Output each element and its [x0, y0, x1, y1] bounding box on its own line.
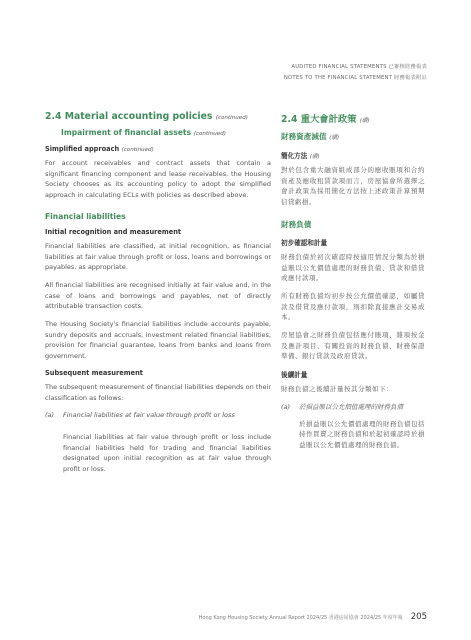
list-item-a-en	[45, 410, 271, 421]
item-paragraph-en: Financial liabilities at fair value through profit or loss include financial liabilities held for trading and financial liabilities designated upon initial recognition as at fair value through profit or loss.	[63, 432, 271, 474]
continued-label: (續)	[309, 154, 320, 160]
simplified-title-text: Simplified approach	[45, 145, 120, 153]
simplified-heading-zh	[281, 150, 425, 160]
footer-text: Hong Kong Housing Society Annual Report 2024/25 香港房屋協會 2024/25 年度年報	[198, 614, 403, 621]
continued-label: (continued)	[121, 147, 154, 153]
impairment-heading-en	[45, 128, 271, 137]
simplified-paragraph-zh: 對於包含重大融資組成部分的應收賬項和合約資產及應收租賃款項而言，房屋協會所選擇之會計政策為採用簡化方法按上述政策計算預期信貸虧損。	[281, 166, 425, 207]
subsequent-paragraph-zh: 財務負債之後續計量按其分類如下：	[281, 385, 393, 394]
item-label: (a)	[281, 402, 291, 411]
section-title-en	[45, 111, 271, 122]
liabilities-heading-en: Financial liabilities	[45, 211, 126, 221]
item-title: Financial liabilities at fair value through profit or loss	[63, 411, 235, 420]
item-label: (a)	[45, 411, 55, 420]
running-header-2: NOTES TO THE FINANCIAL STATEMENT 財務報表附註	[283, 75, 427, 81]
section-title-text: 2.4 Material accounting policies	[45, 111, 213, 122]
initial-paragraph-1-zh: 財務負債於初次確認時按適用情況分類為於損益賬以公允價值處理的財務負債、貸款和借貸或應付款項。	[281, 252, 425, 283]
running-header-1: AUDITED FINANCIAL STATEMENTS 已審核財務報表	[291, 64, 427, 70]
initial-paragraph-3-zh: 房屋協會之財務負債包括應付賬項、雜項按金及應計項目、有關投資的財務負債、財務保證準備、銀行貸款及政府貸款。	[281, 331, 425, 361]
subsequent-heading-en: Subsequent measurement	[45, 368, 143, 377]
english-column	[45, 111, 271, 475]
impairment-title-text: 財務資產減值	[281, 132, 327, 141]
liabilities-heading-zh: 財務負債	[281, 219, 312, 229]
page-footer	[199, 612, 427, 622]
impairment-title-text: Impairment of financial assets	[61, 128, 192, 137]
section-title-text: 2.4 重大會計政策	[281, 114, 357, 125]
initial-paragraph-3-en: The Housing Society's financial liabilities include accounts payable, sundry deposits and accruals, investment related financial liabilities, provision for financial guarantee, loans from banks and loans from government.	[45, 320, 271, 361]
initial-paragraph-2-zh: 所有財務負債均初步按公允價值確認，如屬貸款及借貸及應付款項，則扣除直接應計交易成本。	[281, 291, 425, 322]
continued-label: (continued)	[193, 131, 226, 137]
initial-heading-zh: 初步確認和計量	[281, 238, 328, 247]
item-paragraph-zh: 於損益賬以公允價值處理的財務負債包括持作買賣之財務負債和於起初確認時於損益賬以公允價值處理的財務負債。	[299, 419, 425, 449]
page-number: 205	[410, 612, 427, 622]
continued-label: (continued)	[215, 115, 248, 121]
impairment-heading-zh	[281, 131, 425, 142]
continued-label: (續)	[329, 135, 340, 141]
initial-heading-en: Initial recognition and measurement	[45, 227, 182, 236]
section-title-zh	[281, 111, 425, 125]
subsequent-heading-zh: 後續計量	[281, 371, 308, 380]
subsequent-paragraph-en: The subsequent measurement of financial liabilities depends on their classification as follows:	[45, 382, 271, 402]
simplified-paragraph-en: For account receivables and contract assets that contain a significant financing component and lease receivables, the Housing Society chooses as its accounting policy to adopt the simplified approach in calculating ECLs with policies as described above.	[45, 159, 271, 200]
continued-label: (續)	[359, 118, 370, 124]
initial-paragraph-1-en: Financial liabilities are classified, at initial recognition, as financial liabilities at fair value through profit or loss, loans and borrowings or payables, as appropriate.	[45, 241, 271, 272]
item-title: 於損益賬以公允價值處理的財務負債	[299, 402, 403, 411]
chinese-column	[281, 111, 425, 451]
list-item-a-zh	[281, 402, 425, 413]
initial-paragraph-2-en: All financial liabilities are recognised initially at fair value and, in the case of loans and borrowings and payables, net of directly attributable transaction costs.	[45, 280, 271, 311]
simplified-heading-en	[45, 145, 271, 153]
simplified-title-text: 簡化方法	[281, 152, 308, 160]
